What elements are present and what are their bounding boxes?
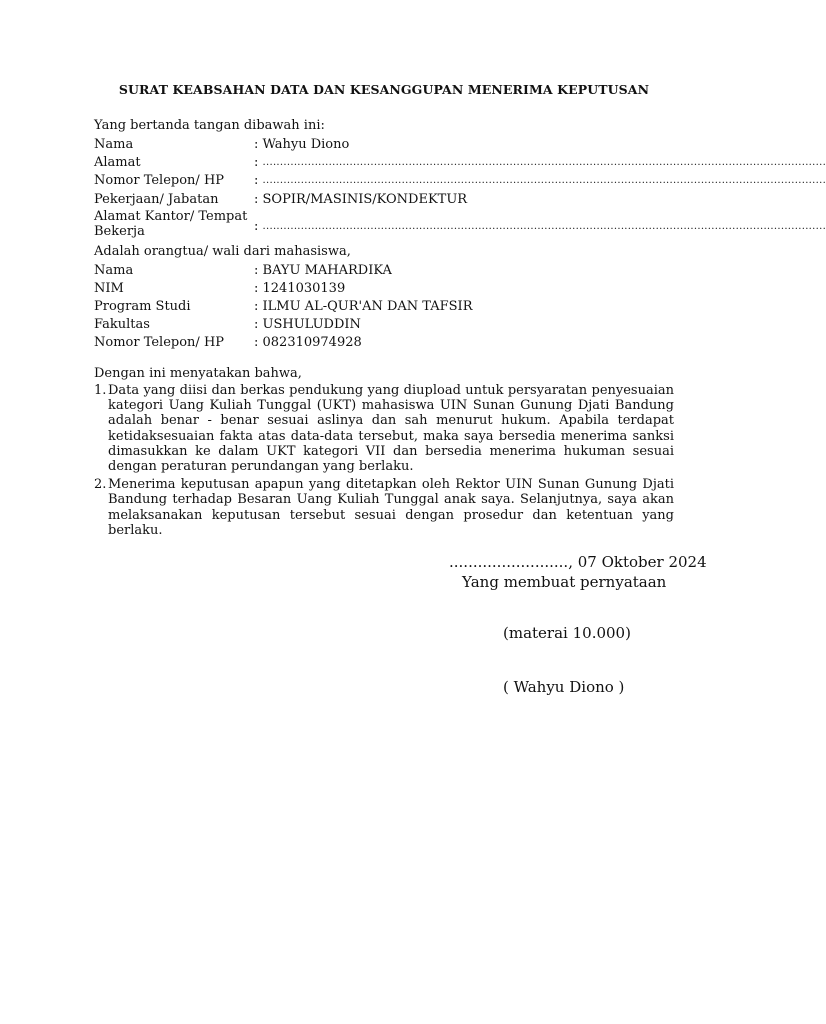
document-title: SURAT KEABSAHAN DATA DAN KESANGGUPAN MENERIMA KEPUTUSAN <box>118 82 650 97</box>
statement-number: 2. <box>94 477 107 493</box>
field-value: : 1241030139 <box>254 281 346 296</box>
statement-list <box>94 383 674 538</box>
field-value: : Wahyu Diono <box>254 137 350 152</box>
field-value: : ILMU AL-QUR'AN DAN TAFSIR <box>254 299 473 314</box>
blank-dots: .................................................................................................................................................................. <box>262 175 826 186</box>
field-label: NIM <box>94 281 124 296</box>
field-label: Alamat <box>94 155 141 170</box>
field-value <box>254 219 826 235</box>
field-label: Alamat Kantor/ Tempat Bekerja <box>94 209 248 239</box>
field-colon: : <box>254 173 263 188</box>
field-value: : 082310974928 <box>254 335 362 350</box>
materai-placeholder: (materai 10.000) <box>503 624 631 642</box>
intro-text: Yang bertanda tangan dibawah ini: <box>94 118 325 133</box>
statement-text: Menerima keputusan apapun yang ditetapkan oleh Rektor UIN Sunan Gunung Djati Bandung terhadap Besaran Uang Kuliah Tunggal anak saya. Selanjutnya, saya akan melaksanakan keputusan tersebut sesuai dengan prosedur dan ketentuan yang berlaku. <box>108 477 674 538</box>
blank-dots: .................................................................................................................................................................. <box>262 157 826 168</box>
field-label: Nomor Telepon/ HP <box>94 335 225 350</box>
field-label: Program Studi <box>94 299 191 314</box>
field-label: Nomor Telepon/ HP <box>94 173 225 188</box>
student-intro-text: Adalah orangtua/ wali dari mahasiswa, <box>94 244 351 259</box>
statement-text: Data yang diisi dan berkas pendukung yang diupload untuk persyaratan penyesuaian kategori Uang Kuliah Tunggal (UKT) mahasiswa UIN Sunan Gunung Djati Bandung adalah benar - benar sesuai aslinya dan sah menurut hukum. Apabila terdapat ketidaksesuaian fakta atas data-data tersebut, maka saya bersedia menerima sanksi dimasukkan ke dalam UKT kategori VII dan bersedia menerima hukuman sesuai dengan peraturan perundangan yang berlaku. <box>108 383 674 475</box>
field-label: Fakultas <box>94 317 150 332</box>
field-label: Nama <box>94 263 134 278</box>
field-value <box>254 173 826 189</box>
field-colon: : <box>254 219 263 234</box>
statement-item <box>94 477 674 538</box>
blank-dots: .................................................................................................................................................................. <box>262 221 826 232</box>
field-label: Pekerjaan/ Jabatan <box>94 192 219 207</box>
field-value: : USHULUDDIN <box>254 317 361 332</box>
field-value: : SOPIR/MASINIS/KONDEKTUR <box>254 192 468 207</box>
field-colon: : <box>254 155 263 170</box>
field-value <box>254 155 826 171</box>
place-date: ........................., 07 Oktober 2024 <box>449 553 707 571</box>
field-value: : BAYU MAHARDIKA <box>254 263 392 278</box>
statement-intro-text: Dengan ini menyatakan bahwa, <box>94 366 302 381</box>
statement-item <box>94 383 674 474</box>
field-label: Nama <box>94 137 134 152</box>
statement-number: 1. <box>94 383 107 398</box>
signer-name: ( Wahyu Diono ) <box>503 678 625 696</box>
signature-maker: Yang membuat pernyataan <box>462 573 667 591</box>
